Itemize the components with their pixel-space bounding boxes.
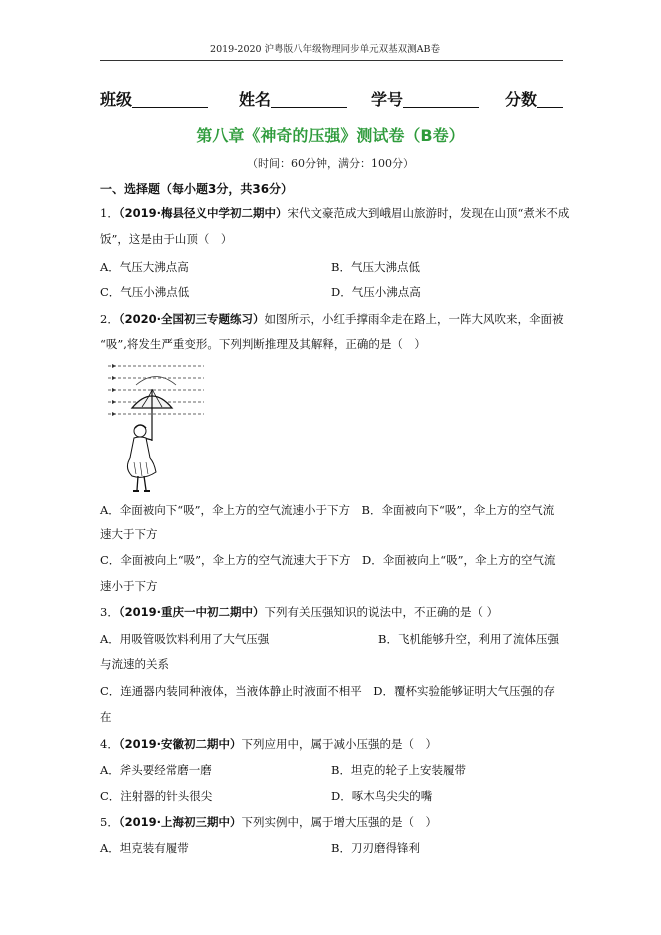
score-label: 分数 xyxy=(505,90,538,109)
q2-options-ab-line2: 速大于下方 xyxy=(100,527,158,541)
q5-source: （2019·上海初三期中） xyxy=(118,815,242,829)
q3-options-cd-line1: C．连通器内装同种液体，当液体静止时液面不相平 D．覆杯实验能够证明大气压强的存 xyxy=(100,684,556,698)
q4-option-c: C．注射器的针头很尖 xyxy=(100,789,213,803)
q1-number: 1． xyxy=(100,206,119,220)
q3-option-b-line2: 与流速的关系 xyxy=(100,657,169,671)
q4-text: 下列应用中，属于减小压强的是（ ） xyxy=(241,737,437,751)
student-info-row xyxy=(100,87,563,109)
q3-source: （2019·重庆一中初二期中） xyxy=(118,605,265,619)
q4-source: （2019·安徽初二期中） xyxy=(118,737,242,751)
q3-option-a: A．用吸管吸饮料利用了大气压强 xyxy=(100,632,270,646)
q3-options-cd-line2: 在 xyxy=(100,710,112,724)
q2-text: 如图所示，小红手撑雨伞走在路上，一阵大风吹来，伞面被 xyxy=(264,312,564,326)
name-blank[interactable] xyxy=(271,91,347,108)
exam-subtitle: （时间：60分钟，满分：100分） xyxy=(247,157,414,170)
score-blank[interactable] xyxy=(537,91,563,108)
exam-title: 第八章《神奇的压强》测试卷（B卷） xyxy=(196,126,465,145)
q3-text: 下列有关压强知识的说法中，不正确的是（ ） xyxy=(264,605,499,619)
section-heading: 一、选择题（每小题3分，共36分） xyxy=(100,182,294,196)
q5-option-a: A．坦克装有履带 xyxy=(100,841,189,855)
q4-option-b: B．坦克的轮子上安装履带 xyxy=(331,763,466,777)
q5-option-b: B．刀刃磨得锋利 xyxy=(331,841,420,855)
q3-number: 3． xyxy=(100,605,119,619)
id-field xyxy=(371,87,479,110)
q5-stem xyxy=(100,815,437,830)
id-blank[interactable] xyxy=(403,91,479,108)
q1-option-c: C．气压小沸点低 xyxy=(100,285,190,299)
q4-number: 4． xyxy=(100,737,119,751)
name-field xyxy=(239,87,347,110)
umbrella-girl-figure xyxy=(106,358,206,498)
q1-source: （2019·梅县径义中学初二期中） xyxy=(118,206,288,220)
page-header: 2019-2020 沪粤版八年级物理同步单元双基双测AB卷 xyxy=(210,44,440,55)
q5-number: 5． xyxy=(100,815,119,829)
q2-stem-line2: “吸”,将发生严重变形。下列判断推理及其解释，正确的是（ ） xyxy=(100,337,426,351)
q5-text: 下列实例中，属于增大压强的是（ ） xyxy=(241,815,437,829)
score-field xyxy=(505,87,563,110)
q2-options-cd-line2: 速小于下方 xyxy=(100,579,158,593)
q3-stem xyxy=(100,605,498,620)
header-rule xyxy=(100,60,563,61)
class-blank[interactable] xyxy=(132,91,208,108)
class-label: 班级 xyxy=(100,90,133,109)
q1-text: 宋代文豪范成大到峨眉山旅游时，发现在山顶“煮米不成 xyxy=(287,206,570,220)
q2-options-cd-line1: C．伞面被向上“吸”，伞上方的空气流速大于下方 D．伞面被向上“吸”，伞上方的空气流 xyxy=(100,553,556,567)
id-label: 学号 xyxy=(371,90,404,109)
q2-number: 2． xyxy=(100,312,119,326)
q1-stem-line1 xyxy=(100,206,569,221)
q1-option-a: A．气压大沸点高 xyxy=(100,260,189,274)
q2-source: （2020·全国初三专题练习） xyxy=(118,312,265,326)
name-label: 姓名 xyxy=(239,90,272,109)
q1-option-b: B．气压大沸点低 xyxy=(331,260,420,274)
q3-option-b-line1: B．飞机能够升空，利用了流体压强 xyxy=(378,632,559,646)
class-field xyxy=(100,87,208,110)
q4-option-d: D．啄木鸟尖尖的嘴 xyxy=(331,789,433,803)
q2-options-ab-line1: A．伞面被向下“吸”，伞上方的空气流速小于下方 B．伞面被向下“吸”，伞上方的空气流 xyxy=(100,503,555,517)
q2-stem-line1 xyxy=(100,312,563,327)
q1-option-d: D．气压小沸点高 xyxy=(331,285,421,299)
q4-stem xyxy=(100,737,437,752)
q4-option-a: A．斧头要经常磨一磨 xyxy=(100,763,212,777)
q1-stem-line2: 饭”，这是由于山顶（ ） xyxy=(100,232,233,246)
